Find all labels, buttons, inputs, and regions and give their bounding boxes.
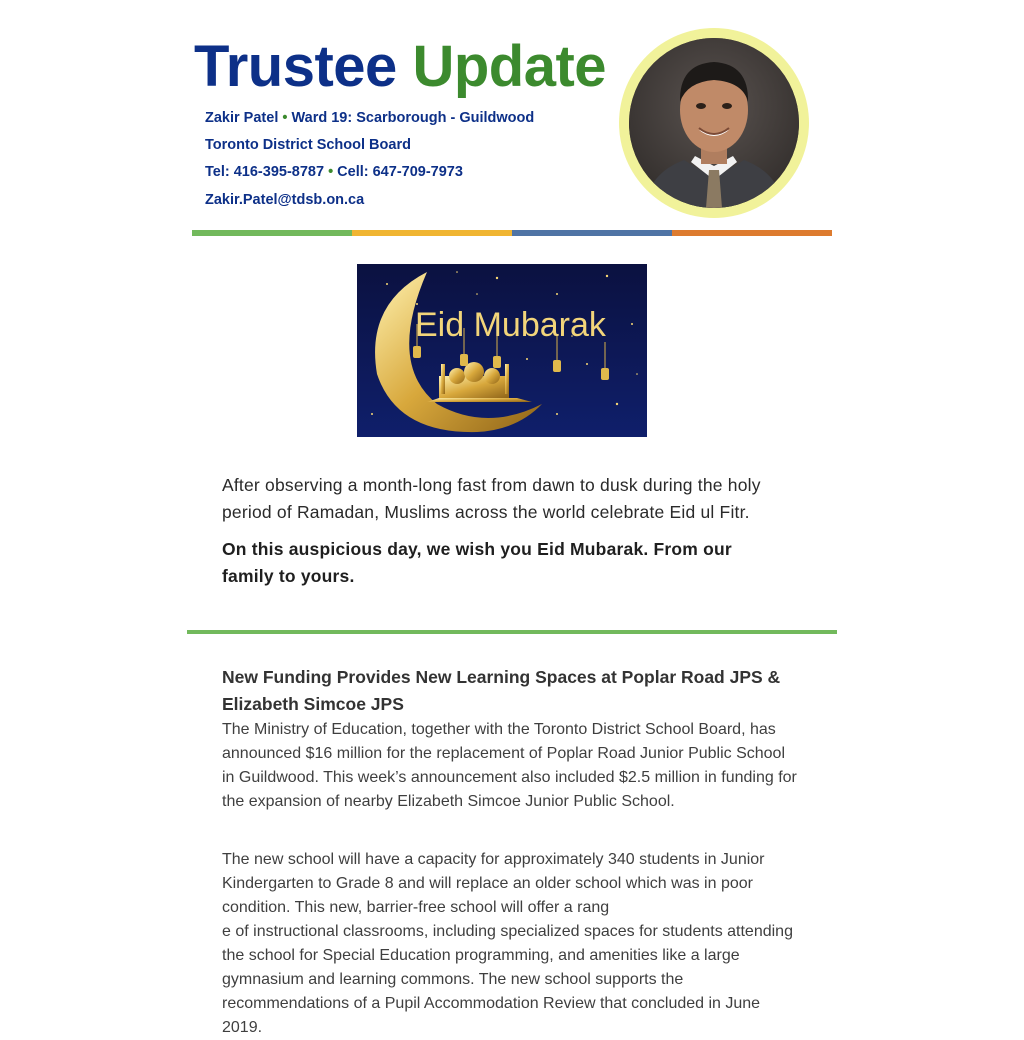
section-divider xyxy=(187,630,837,634)
article-paragraph-2 xyxy=(222,848,822,1040)
separator-dot: • xyxy=(328,164,334,180)
portrait-illustration xyxy=(629,38,799,208)
article-paragraph-1 xyxy=(222,718,822,814)
eid-wish xyxy=(222,536,822,590)
paragraph-line: in Guildwood. This week’s announcement also included $2.5 million in funding for xyxy=(222,769,797,786)
paragraph-line: 2019. xyxy=(222,1019,263,1036)
newsletter-title xyxy=(194,34,606,100)
color-bar-yellow xyxy=(352,230,512,236)
separator-dot: • xyxy=(282,110,288,126)
trustee-name: Zakir Patel xyxy=(205,110,279,126)
banner-text: Eid Mubarak xyxy=(415,306,606,344)
paragraph-line: The new school will have a capacity for approximately 340 students in Junior xyxy=(222,851,765,868)
eid-message-line: After observing a month-long fast from dawn to dusk during the holy xyxy=(222,475,761,495)
trustee-photo xyxy=(629,38,799,208)
title-trustee: Trustee xyxy=(194,34,397,99)
trustee-avatar xyxy=(619,28,809,218)
color-bar-blue xyxy=(512,230,672,236)
email-link[interactable]: Zakir.Patel@tdsb.on.ca xyxy=(205,192,365,208)
headline-line: Elizabeth Simcoe JPS xyxy=(222,694,404,714)
trustee-name-ward xyxy=(205,109,534,127)
ward-label: Ward 19: Scarborough - Guildwood xyxy=(291,110,535,126)
paragraph-line: announced $16 million for the replacement of Poplar Road Junior Public School xyxy=(222,745,786,762)
paragraph-line: condition. This new, barrier-free school will offer a rang xyxy=(222,899,610,916)
eid-message-line: period of Ramadan, Muslims across the world celebrate Eid ul Fitr. xyxy=(222,502,750,522)
eid-wish-line: On this auspicious day, we wish you Eid Mubarak. From our xyxy=(222,539,732,559)
title-update: Update xyxy=(412,34,607,99)
header-color-bar xyxy=(192,230,832,236)
color-bar-green xyxy=(192,230,352,236)
paragraph-line: Kindergarten to Grade 8 and will replace an older school which was in poor xyxy=(222,875,753,892)
paragraph-line: gymnasium and learning commons. The new school supports the xyxy=(222,971,684,988)
eid-banner-illustration xyxy=(357,264,647,437)
cell-number: Cell: 647-709-7973 xyxy=(337,164,463,180)
paragraph-line: e of instructional classrooms, including specialized spaces for students attending xyxy=(222,923,793,940)
paragraph-line: recommendations of a Pupil Accommodation Review that concluded in June xyxy=(222,995,761,1012)
headline-line: New Funding Provides New Learning Spaces at Poplar Road JPS & xyxy=(222,667,781,687)
article-headline xyxy=(222,664,822,718)
color-bar-orange xyxy=(672,230,832,236)
tel-number: Tel: 416-395-8787 xyxy=(205,164,325,180)
eid-mubarak-banner xyxy=(357,264,647,437)
eid-wish-line: family to yours. xyxy=(222,566,355,586)
eid-message xyxy=(222,472,822,526)
school-board: Toronto District School Board xyxy=(205,137,411,153)
phone-numbers xyxy=(205,163,463,181)
paragraph-line: the expansion of nearby Elizabeth Simcoe Junior Public School. xyxy=(222,793,675,810)
paragraph-line: The Ministry of Education, together with the Toronto District School Board, has xyxy=(222,721,776,738)
paragraph-line: the school for Special Education programming, and amenities like a large xyxy=(222,947,740,964)
